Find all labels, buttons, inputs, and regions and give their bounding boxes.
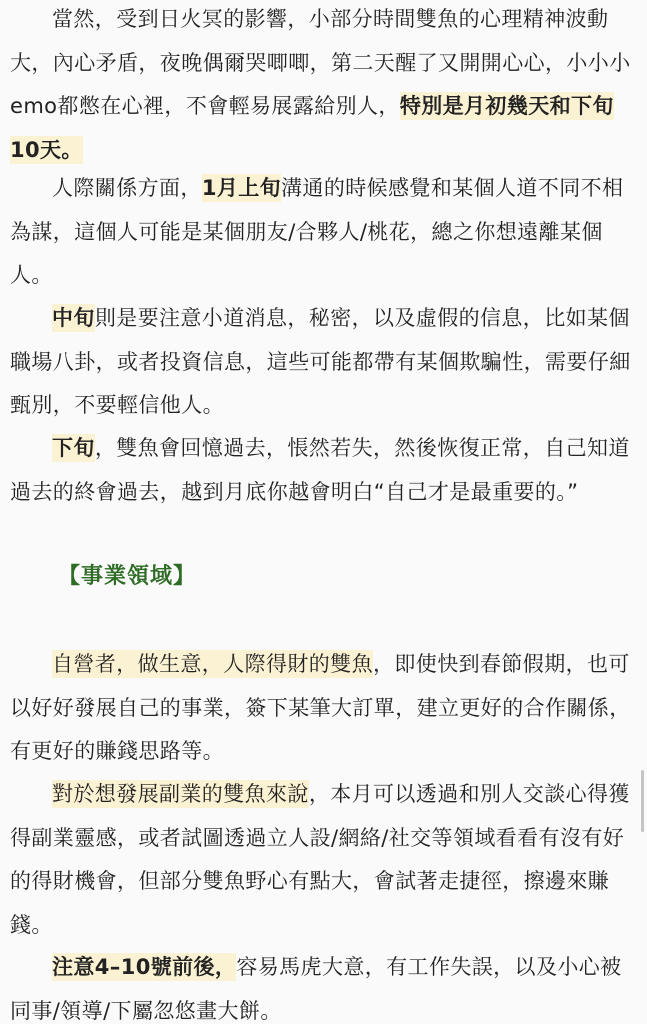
section-title-career: 【事業領域】 [58, 564, 197, 589]
highlight-side-business: 對於想發展副業的雙魚來說 [52, 782, 309, 806]
paragraph-mood-text: 當然，受到日火冥的影響，小部分時間雙魚的心理精神波動大，內心矛盾，夜晚偶爾哭唧唧，第二天醒了又開開心心，小小小emo都憋在心裡，不會輕易展露給別人， [10, 7, 631, 118]
highlight-first-ten-days: 1月上旬 [201, 176, 282, 200]
paragraph-caution [10, 946, 640, 1024]
paragraph-mood [10, 0, 640, 172]
paragraph-caution-text: 容易馬虎大意，有工作失誤，以及小心被同事/領導/下屬忽悠畫大餅。 [10, 955, 622, 1023]
highlight-early-late-month: 特別是月初幾天和下旬10天。 [10, 94, 614, 162]
scrollbar-thumb[interactable] [641, 770, 644, 832]
paragraph-relationships [10, 167, 640, 298]
paragraph-relationships-text: 溝通的時候感覺和某個人道不同不相為謀，這個人可能是某個朋友/合夥人/桃花，總之你想遠離某個人。 [10, 176, 624, 287]
paragraph-self-employed [10, 643, 640, 774]
highlight-caution-dates: 注意4–10號前後， [52, 955, 237, 979]
paragraph-relationships-prefix: 人際關係方面， [52, 176, 202, 200]
paragraph-late-month-text: ，雙魚會回憶過去，悵然若失，然後恢復正常，自己知道過去的終會過去，越到月底你越會明白“自己才是最重要的。” [10, 436, 630, 504]
highlight-self-employed: 自營者，做生意，人際得財的雙魚 [52, 652, 373, 676]
highlight-late-month: 下旬 [52, 436, 95, 460]
paragraph-side-business [10, 773, 640, 947]
paragraph-mid-month [10, 297, 640, 428]
paragraph-mid-month-text: 則是要注意小道消息，秘密，以及虛假的信息，比如某個職場八卦，或者投資信息，這些可能都帶有某個欺騙性，需要仔細甄別，不要輕信他人。 [10, 306, 631, 417]
paragraph-side-business-text: ，本月可以透過和別人交談心得獲得副業靈感，或者試圖透過立人設/網絡/社交等領域看看有沒有好的得財機會，但部分雙魚野心有點大，會試著走捷徑，擦邊來賺錢。 [10, 782, 630, 937]
paragraph-self-employed-text: ，即使快到春節假期，也可以好好發展自己的事業，簽下某筆大訂單，建立更好的合作關係，有更好的賺錢思路等。 [10, 652, 631, 763]
highlight-mid-month: 中旬 [52, 306, 95, 330]
paragraph-late-month [10, 427, 640, 514]
